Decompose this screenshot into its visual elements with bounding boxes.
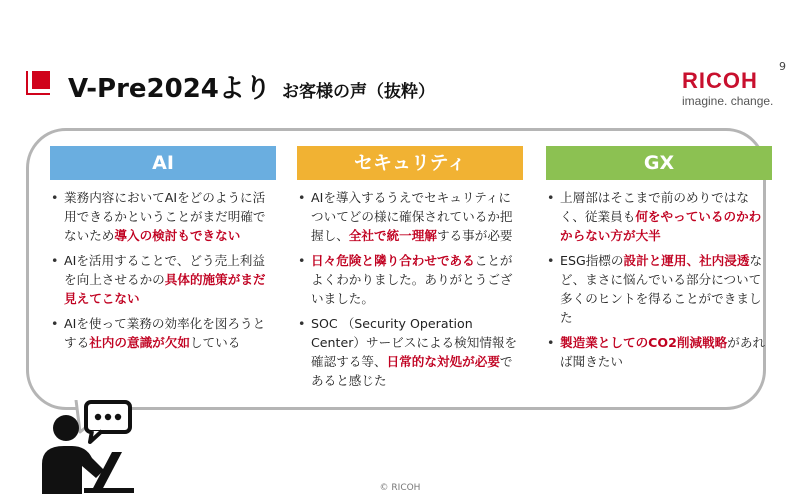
list-item: • AIを使って業務の効率化を図ろうとする社内の意識が欠如している	[50, 314, 276, 352]
list-item: • 上層部はそこまで前のめりではなく、従業員も何をやっているのかわからない方が大半	[546, 188, 772, 245]
logo-tagline: imagine. change.	[682, 94, 774, 108]
copyright-notice: © RICOH	[379, 483, 421, 493]
list-item: • 業務内容においてAIをどのように活用できるかということがまだ明確でないため導入の検討もできない	[50, 188, 276, 245]
gx-comment-list	[546, 188, 772, 371]
page-subtitle: お客様の声（抜粋）	[282, 82, 435, 102]
list-item: • ESG指標の設計と運用、社内浸透など、まさに悩んでいる部分について多くのヒントを得ることができました	[546, 251, 772, 327]
column-ai	[50, 146, 276, 358]
ai-comment-list	[50, 188, 276, 352]
column-heading-security: セキュリティ	[297, 146, 523, 180]
list-item: • AIを活用することで、どう売上利益を向上させるかの具体的施策がまだ見えてこない	[50, 251, 276, 308]
list-item: • 日々危険と隣り合わせであることがよくわかりました。ありがとうございました。	[297, 251, 523, 308]
security-comment-list	[297, 188, 523, 390]
column-gx	[546, 146, 772, 377]
title-accent-mark	[26, 71, 50, 95]
list-item: • SOC （Security Operation Center）サービスによる検知情報を確認する等、日常的な対処が必要であると感じた	[297, 314, 523, 390]
column-security	[297, 146, 523, 396]
column-heading-ai: AI	[50, 146, 276, 180]
person-at-laptop-icon	[22, 398, 142, 494]
list-item: • 製造業としてのCO2削減戦略があれば聞きたい	[546, 333, 772, 371]
page-number: 9	[779, 60, 786, 73]
ricoh-logo	[682, 70, 778, 108]
page-title: V-Pre2024より	[68, 74, 271, 104]
column-heading-gx: GX	[546, 146, 772, 180]
list-item: • AIを導入するうえでセキュリティについてどの様に確保されているか把握し、全社で統一理解する事が必要	[297, 188, 523, 245]
logo-wordmark: RICOH	[682, 68, 758, 93]
